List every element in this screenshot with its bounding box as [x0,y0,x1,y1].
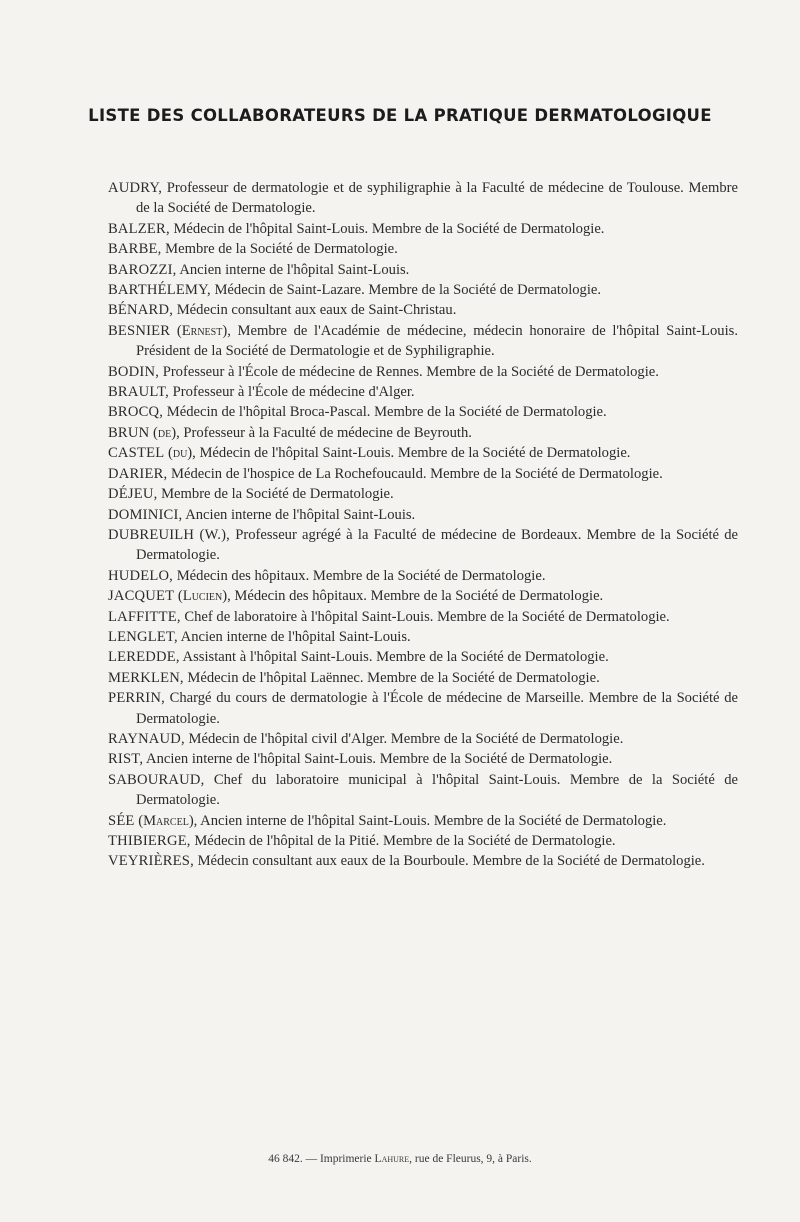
contributor-forename: (du), [168,445,196,462]
footer-suffix: , rue de Fleurus, 9, à Paris. [409,1153,532,1165]
contributor-name: AUDRY, [108,180,163,196]
list-item [108,464,738,484]
contributor-detail: Assistant à l'hôpital Saint-Louis. Membre de la Société de Dermatologie. [179,649,609,666]
list-item [108,260,738,280]
list-item [108,831,738,851]
contributor-name: BARTHÉLEMY, [108,282,211,299]
list-item [108,423,738,443]
contributor-detail: Professeur de dermatologie et de syphiligraphie à la Faculté de médecine de Toulouse. Membre de la Société de Dermatologie. [136,180,738,217]
list-item [108,688,738,729]
contributor-name: DUBREUILH (W.), [108,526,230,543]
contributor-detail: Professeur à l'École de médecine d'Alger. [169,384,415,401]
contributor-name: BROCQ, [108,404,164,421]
contributor-name: SÉE [108,812,135,829]
contributor-detail: Ancien interne de l'hôpital Saint-Louis. Membre de la Société de Dermatologie. [197,812,667,829]
list-item [108,382,738,402]
list-item [108,239,738,259]
footer-prefix: 46 842. — Imprimerie [268,1153,375,1165]
list-item [108,607,738,627]
contributor-name: BESNIER [108,322,171,339]
list-item [108,586,738,606]
list-item [108,178,738,219]
contributor-name: BRUN [108,424,150,441]
list-item [108,851,738,871]
contributor-detail: Médecin de l'hôpital civil d'Alger. Membre de la Société de Dermatologie. [184,730,624,747]
contributor-forename: (de), [153,424,180,441]
contributor-name: BAROZZI, [108,261,177,278]
list-item [108,627,738,647]
contributor-detail: Médecin de l'hôpital de la Pitié. Membre de la Société de Dermatologie. [190,833,616,849]
list-item [108,647,738,667]
printer-footer [0,1153,800,1165]
contributor-name: RAYNAUD, [108,730,185,747]
contributor-detail: Membre de la Société de Dermatologie. [161,241,398,258]
contributor-detail: Ancien interne de l'hôpital Saint-Louis. [176,261,410,278]
list-item [108,219,738,239]
contributor-name: BÉNARD, [108,302,174,319]
contributor-detail: Médecin des hôpitaux. Membre de la Société de Dermatologie. [173,567,546,584]
contributor-detail: Médecin des hôpitaux. Membre de la Société de Dermatologie. [230,588,604,605]
contributor-detail: Médecin de l'hôpital Broca-Pascal. Membre de la Société de Dermatologie. [163,404,607,421]
contributor-detail: Professeur à la Faculté de médecine de Beyrouth. [179,424,472,441]
list-item [108,749,738,769]
list-item [108,729,738,749]
contributor-name: VEYRIÈRES, [108,853,194,870]
contributor-name: CASTEL [108,445,165,462]
list-item [108,566,738,586]
contributor-detail: Médecin de l'hôpital Saint-Louis. Membre de la Société de Dermatologie. [169,220,605,237]
footer-printer: Lahure [374,1153,410,1165]
list-item [108,362,738,382]
contributor-detail: Chef du laboratoire municipal à l'hôpital Saint-Louis. Membre de la Société de Dermatologie. [136,771,738,809]
contributor-detail: Membre de l'Académie de médecine, médecin honoraire de l'hôpital Saint-Louis. Président de la Société de Dermatologie et de Syphiligraphie. [136,322,738,360]
contributor-name: BALZER, [108,220,170,237]
contributor-name: DÉJEU, [108,486,158,503]
contributor-detail: Médecin de l'hôpital Laënnec. Membre de la Société de Dermatologie. [183,669,600,686]
contributor-detail: Chargé du cours de dermatologie à l'École de médecine de Marseille. Membre de la Société de Dermatologie. [136,690,738,727]
contributor-detail: Professeur agrégé à la Faculté de médecine de Bordeaux. Membre de la Société de Dermatologie. [136,526,738,564]
contributor-name: LAFFITTE, [108,608,181,625]
contributor-detail: Médecin de Saint-Lazare. Membre de la Société de Dermatologie. [210,282,602,299]
list-item [108,402,738,422]
contributor-name: RIST, [108,751,144,768]
contributor-name: DARIER, [108,465,168,482]
contributor-name: BODIN, [108,363,160,380]
contributor-name: LENGLET, [108,628,178,645]
contributor-detail: Médecin de l'hôpital Saint-Louis. Membre de la Société de Dermatologie. [195,445,631,462]
contributor-name: BARBE, [108,241,162,258]
list-item [108,484,738,504]
contributor-name: PERRIN, [108,690,165,707]
contributor-detail: Chef de laboratoire à l'hôpital Saint-Louis. Membre de la Société de Dermatologie. [180,608,670,625]
list-item [108,300,738,320]
page-title: LISTE DES COLLABORATEURS DE LA PRATIQUE DERMATOLOGIQUE [88,106,712,125]
list-item [108,505,738,525]
contributor-name: JACQUET [108,588,175,605]
list-item [108,668,738,688]
contributor-name: LEREDDE, [108,649,180,666]
contributor-name: MERKLEN, [108,669,184,686]
contributor-forename: (Lucien), [177,588,231,605]
contributor-forename: (Marcel), [138,812,198,829]
list-item [108,811,738,831]
contributor-name: THIBIERGE, [108,833,191,849]
list-item [108,443,738,463]
list-item [108,770,738,811]
list-item [108,525,738,566]
contributor-detail: Ancien interne de l'hôpital Saint-Louis. Membre de la Société de Dermatologie. [143,751,613,768]
contributor-name: HUDELO, [108,567,174,584]
contributor-name: BRAULT, [108,384,169,401]
contributor-detail: Ancien interne de l'hôpital Saint-Louis. [177,628,411,645]
contributor-detail: Professeur à l'École de médecine de Rennes. Membre de la Société de Dermatologie. [159,363,659,380]
contributor-detail: Médecin de l'hospice de La Rochefoucauld. Membre de la Société de Dermatologie. [167,465,663,482]
contributor-detail: Médecin consultant aux eaux de Saint-Christau. [173,302,457,319]
contributor-list [108,178,738,872]
list-item [108,280,738,300]
contributor-name: SABOURAUD, [108,771,205,788]
contributor-forename: (Ernest), [176,322,231,339]
contributor-detail: Médecin consultant aux eaux de la Bourboule. Membre de la Société de Dermatologie. [193,853,705,870]
contributor-detail: Membre de la Société de Dermatologie. [157,486,394,503]
contributor-name: DOMINICI, [108,506,183,523]
list-item [108,321,738,362]
contributor-detail: Ancien interne de l'hôpital Saint-Louis. [182,506,416,523]
